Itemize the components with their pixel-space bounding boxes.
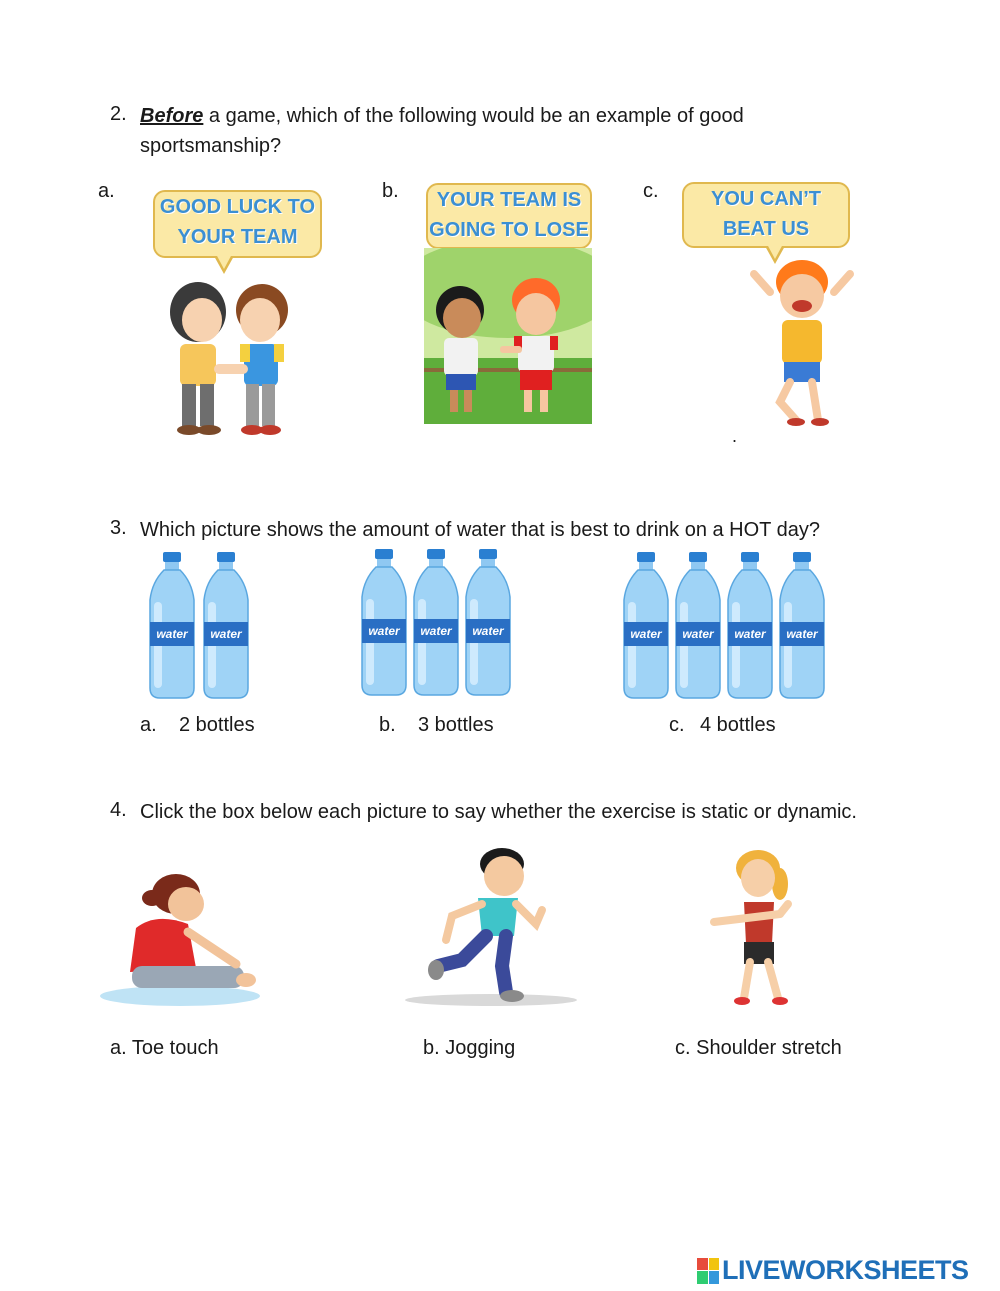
q2-option-b-letter: b.: [382, 180, 399, 202]
q4-option-c-label: c. Shoulder stretch: [675, 1037, 842, 1059]
q3-option-c-label: 4 bottles: [700, 714, 776, 736]
question-2-text-line2: sportsmanship?: [140, 135, 282, 157]
q2-option-a-speech-bubble: [153, 190, 322, 258]
water-bottle-icon: water: [724, 552, 776, 700]
liveworksheets-logo[interactable]: [697, 1255, 969, 1286]
question-4-number: 4.: [110, 799, 127, 821]
q3-option-a-letter: a.: [140, 714, 157, 736]
toe-touch-image[interactable]: [96, 868, 264, 1008]
q2-option-c-speech-bubble: [682, 182, 850, 248]
water-bottle-icon: water: [672, 552, 724, 700]
water-bottle-icon: water: [200, 552, 252, 700]
question-2-number: 2.: [110, 103, 127, 125]
q3-option-c-letter: c.: [669, 714, 685, 736]
q2-option-a-bubble-line2: YOUR TEAM: [177, 226, 298, 248]
question-2-text-rest: a game, which of the following would be an example of good: [203, 105, 744, 127]
water-bottle-icon: water: [358, 549, 410, 697]
question-3-text: Which picture shows the amount of water that is best to drink on a HOT day?: [140, 519, 820, 541]
liveworksheets-logo-icon: [697, 1258, 719, 1284]
taunting-kids-image[interactable]: [424, 248, 592, 424]
water-bottle-icon: water: [146, 552, 198, 700]
q3-option-b-letter: b.: [379, 714, 396, 736]
q2-option-a-letter: a.: [98, 180, 115, 202]
q3-option-a-label: 2 bottles: [179, 714, 255, 736]
q2-option-b-bubble-line1: YOUR TEAM IS: [436, 189, 582, 211]
stray-mark: .: [732, 426, 738, 446]
question-4-text: Click the box below each picture to say whether the exercise is static or dynamic.: [140, 801, 857, 823]
q2-option-c-bubble-line2: BEAT US: [722, 218, 810, 240]
liveworksheets-logo-text: LIVEWORKSHEETS: [722, 1255, 969, 1285]
handshake-kids-image[interactable]: [150, 272, 310, 440]
four-bottles-image[interactable]: [620, 552, 832, 700]
question-2-text: [140, 101, 900, 161]
q4-option-a-label: a. Toe touch: [110, 1037, 219, 1059]
water-bottle-icon: water: [410, 549, 462, 697]
shoulder-stretch-image[interactable]: [684, 844, 834, 1008]
water-bottle-icon: water: [462, 549, 514, 697]
q2-option-a-bubble-line1: GOOD LUCK TO: [159, 196, 316, 218]
three-bottles-image[interactable]: [358, 549, 518, 699]
water-bottle-icon: water: [620, 552, 672, 700]
water-bottle-icon: water: [776, 552, 828, 700]
mocking-kid-image[interactable]: [740, 252, 860, 428]
q2-option-b-speech-bubble: [426, 183, 592, 249]
q3-option-b-label: 3 bottles: [418, 714, 494, 736]
question-2-emphasis: Before: [140, 105, 204, 127]
two-bottles-image[interactable]: [146, 552, 266, 700]
q2-option-c-letter: c.: [643, 180, 659, 202]
q2-option-c-bubble-line1: YOU CAN’T: [711, 188, 821, 210]
question-3-number: 3.: [110, 517, 127, 539]
q4-option-b-label: b. Jogging: [423, 1037, 516, 1059]
q2-option-b-bubble-line2: GOING TO LOSE: [429, 219, 589, 241]
jogging-image[interactable]: [402, 842, 580, 1008]
